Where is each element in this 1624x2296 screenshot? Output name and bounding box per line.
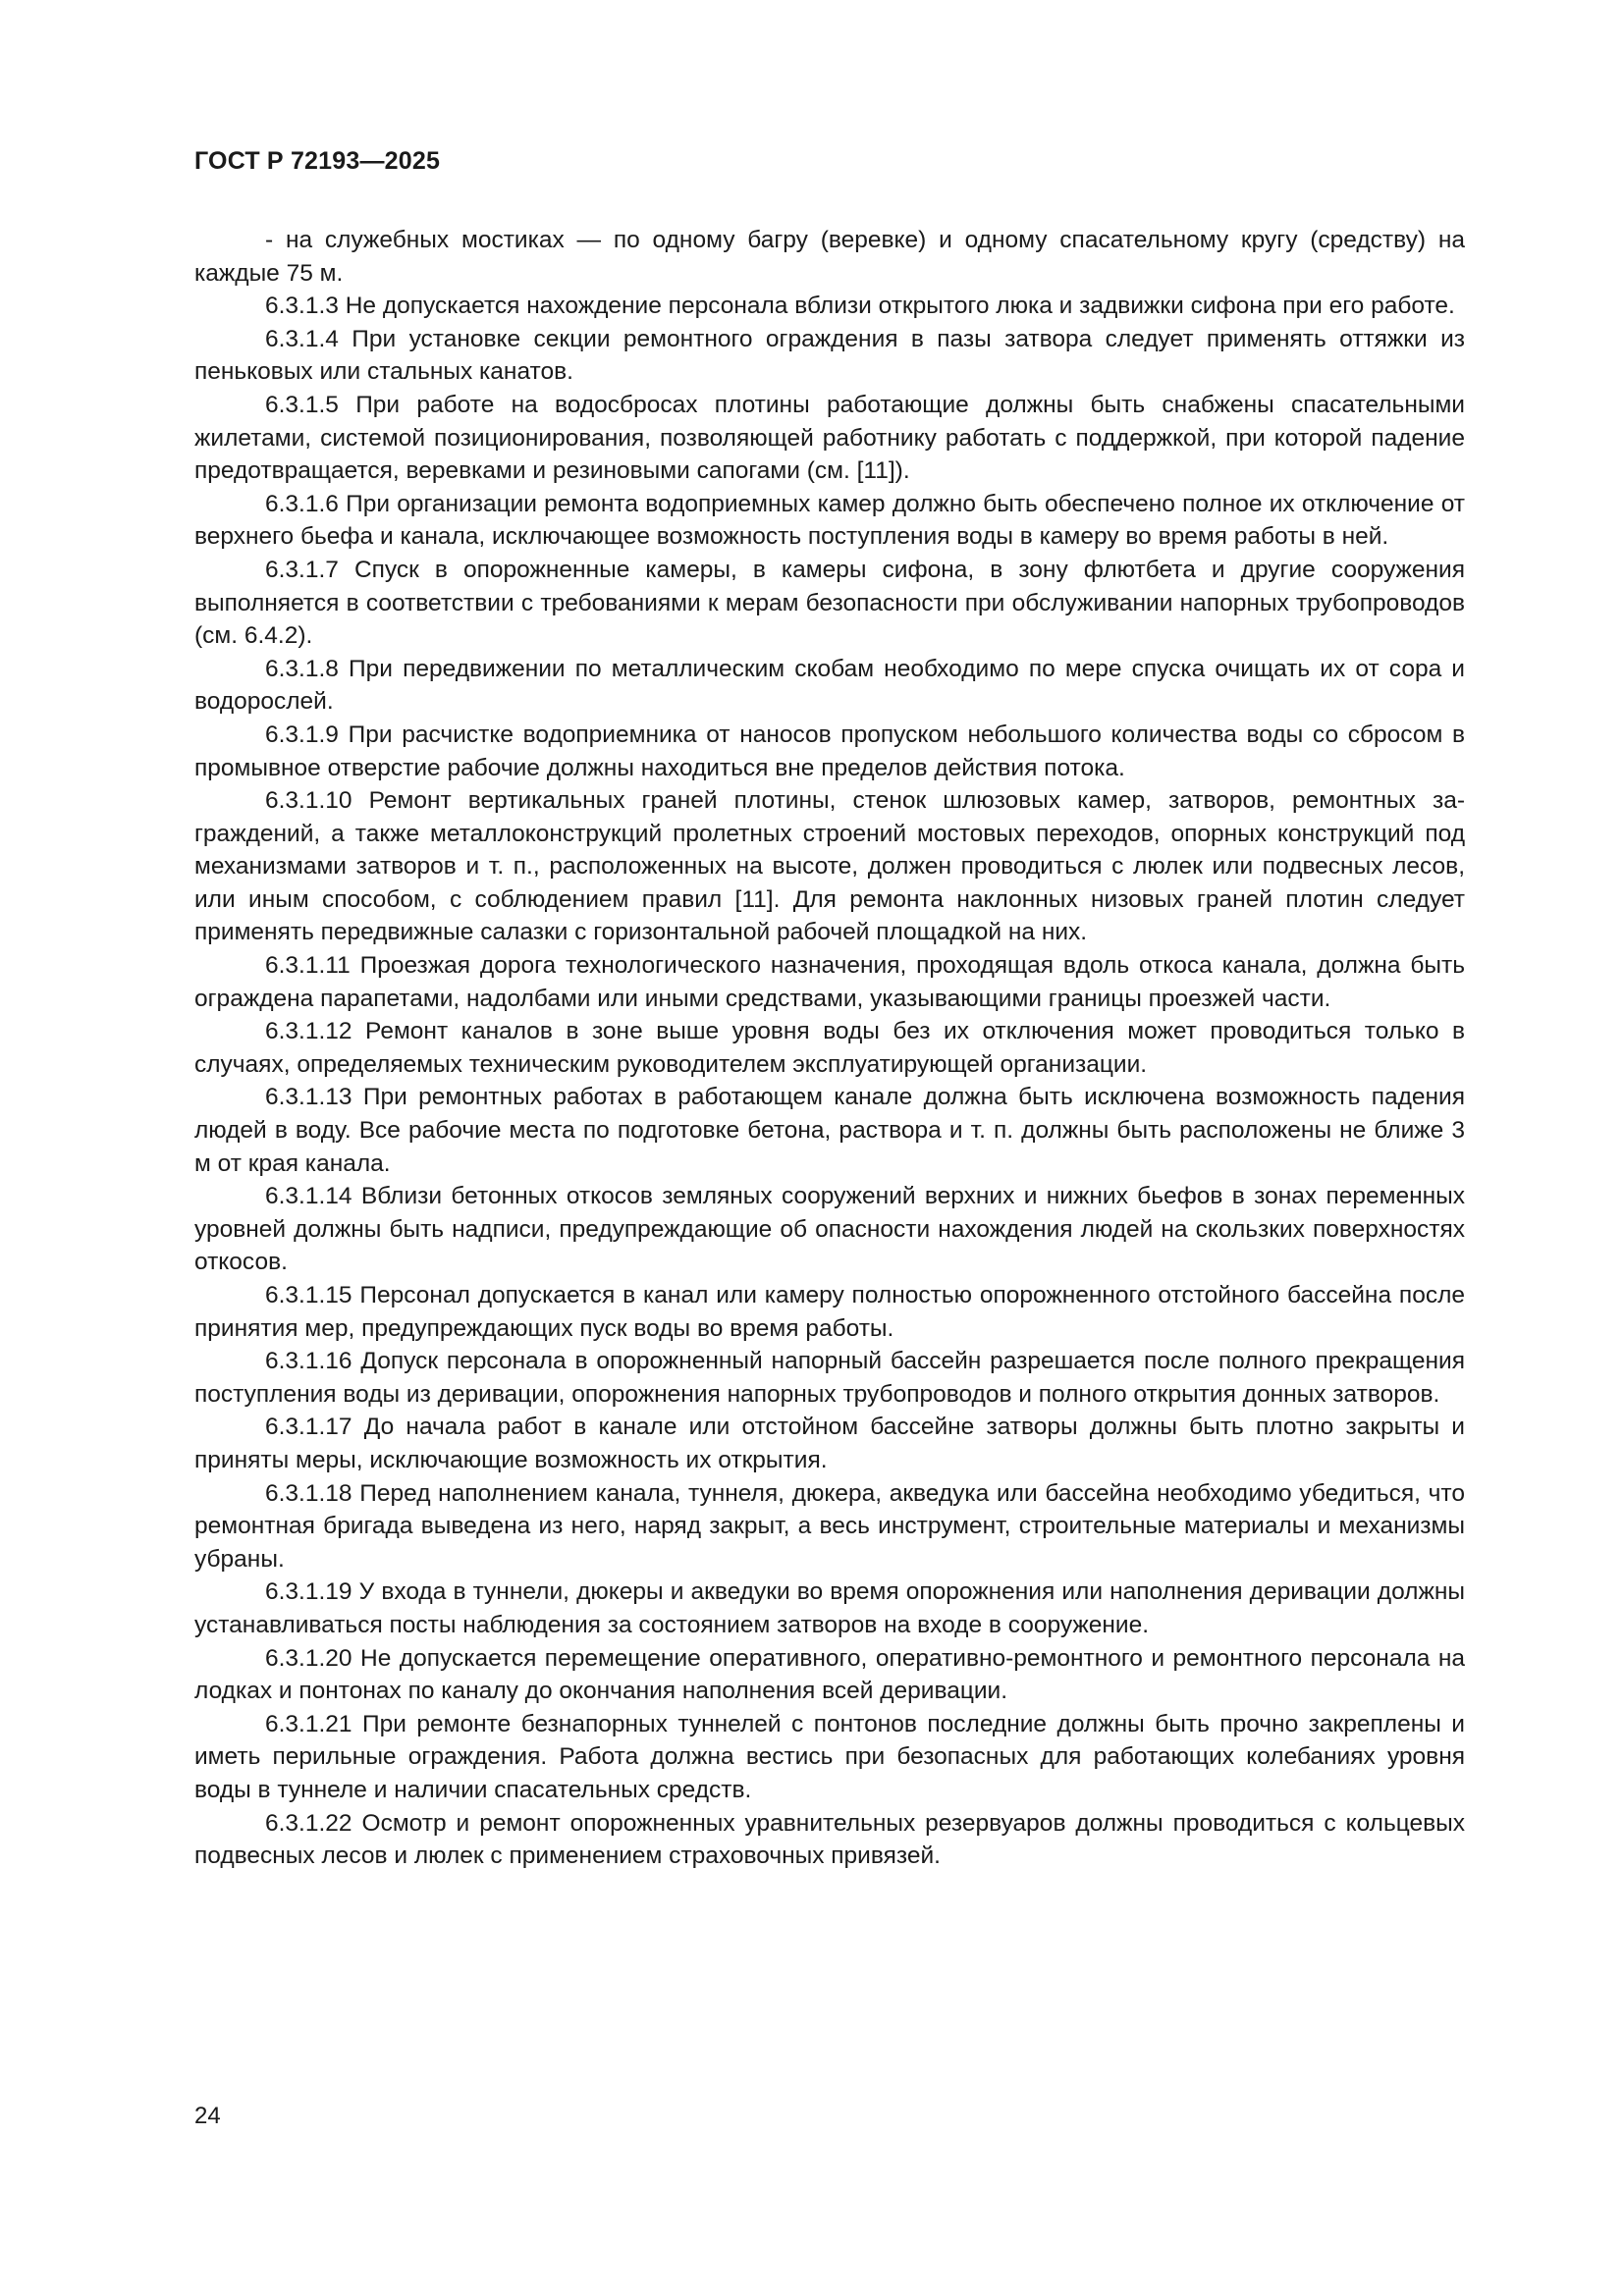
paragraph: 6.3.1.17 До начала работ в канале или отстойном бассейне затворы должны быть плотно закрыты и приняты меры, исключающие возможность их открытия. <box>194 1414 1465 1473</box>
document-body <box>194 224 1465 1873</box>
paragraph: 6.3.1.10 Ремонт вертикальных граней плотины, стенок шлюзовых камер, затворов, ремонтных заграждений, а также металлоконструкций пролетных строений мостовых переходов, опорных конструкций под механизмами затворов и т. п., расположенных на высоте, должен проводиться с люлек или подвесных лесов, или иным способом, с соблюдением правил [11]. Для ремонта наклонных низовых граней плотин следует применять передвижные салазки с горизонтальной рабочей площадкой на них. <box>194 787 1465 946</box>
paragraph: 6.3.1.9 При расчистке водоприемника от наносов пропуском небольшого количества воды со сбросом в промывное отверстие рабочие должны находиться вне пределов действия потока. <box>194 721 1465 781</box>
paragraph: 6.3.1.11 Проезжая дорога технологического назначения, проходящая вдоль откоса канала, должна быть ограждена парапетами, надолбами или иными средствами, указывающими границы проезжей части. <box>194 952 1465 1012</box>
paragraph: 6.3.1.15 Персонал допускается в канал или камеру полностью опорожненного отстойного бассейна после принятия мер, предупреждающих пуск воды во время работы. <box>194 1282 1465 1342</box>
paragraph: 6.3.1.13 При ремонтных работах в работающем канале должна быть исключена возможность падения людей в воду. Все рабочие места по подготовке бетона, раствора и т. п. должны быть расположены не ближе 3 м от края канала. <box>194 1084 1465 1177</box>
paragraph: 6.3.1.6 При организации ремонта водоприемных камер должно быть обеспечено полное их отключение от верхнего бьефа и канала, исключающее возможность поступления воды в камеру во время работы в ней. <box>194 490 1465 551</box>
paragraph: 6.3.1.4 При установке секции ремонтного ограждения в пазы затвора следует применять оттяжки из пеньковых или стальных канатов. <box>194 325 1465 386</box>
paragraph: 6.3.1.20 Не допускается перемещение оперативного, оперативно-ремонтного и ремонтного персонала на лодках и понтонах по каналу до окончания наполнения всей деривации. <box>194 1644 1465 1705</box>
paragraph: 6.3.1.5 При работе на водосбросах плотины работающие должны быть снабжены спасательными жилетами, системой позиционирования, позволяющей работнику работать с поддержкой, при которой падение предотвращается, веревками и резиновыми сапогами (см. [11]). <box>194 391 1465 485</box>
page-number: 24 <box>194 2103 221 2129</box>
paragraph: 6.3.1.14 Вблизи бетонных откосов земляных сооружений верхних и нижних бьефов в зонах переменных уровней должны быть надписи, предупреждающие об опасности нахождения людей на скользких поверхностях откосов. <box>194 1183 1465 1276</box>
paragraph: 6.3.1.8 При передвижении по металлическим скобам необходимо по мере спуска очищать их от сора и водорослей. <box>194 655 1465 716</box>
paragraph: 6.3.1.7 Спуск в опорожненные камеры, в камеры сифона, в зону флютбета и другие сооружения выполняется в соответствии с требованиями к мерам безопасности при обслуживании напорных трубопроводов (см. 6.4.2). <box>194 556 1465 650</box>
paragraph: 6.3.1.21 При ремонте безнапорных туннелей с понтонов последние должны быть прочно закреплены и иметь перильные ограждения. Работа должна вестись при безопасных для работающих колебаниях уровня воды в туннеле и наличии спасательных средств. <box>194 1710 1465 1803</box>
paragraph: 6.3.1.18 Перед наполнением канала, туннеля, дюкера, акведука или бассейна необходимо убедиться, что ремонтная бригада выведена из него, наряд закрыт, а весь инструмент, строительные материалы и механизмы убраны. <box>194 1479 1465 1573</box>
paragraph: - на служебных мостиках — по одному багру (веревке) и одному спасательному кругу (средству) на каждые 75 м. <box>194 227 1465 287</box>
paragraph: 6.3.1.22 Осмотр и ремонт опорожненных уравнительных резервуаров должны проводиться с кольцевых подвесных лесов и люлек с применением страховочных привязей. <box>194 1809 1465 1870</box>
paragraph: 6.3.1.16 Допуск персонала в опорожненный напорный бассейн разрешается после полного прекращения поступления воды из деривации, опорожнения напорных трубопроводов и полного открытия донных затворов. <box>194 1348 1465 1408</box>
paragraph: 6.3.1.12 Ремонт каналов в зоне выше уровня воды без их отключения может проводиться только в случаях, определяемых техническим руководителем эксплуатирующей организации. <box>194 1018 1465 1078</box>
document-header: ГОСТ Р 72193—2025 <box>194 147 441 175</box>
paragraph: 6.3.1.3 Не допускается нахождение персонала вблизи открытого люка и задвижки сифона при его работе. <box>265 293 1455 320</box>
paragraph: 6.3.1.19 У входа в туннели, дюкеры и акведуки во время опорожнения или наполнения деривации должны устанавливаться посты наблюдения за состоянием затворов на входе в сооружение. <box>194 1578 1465 1638</box>
